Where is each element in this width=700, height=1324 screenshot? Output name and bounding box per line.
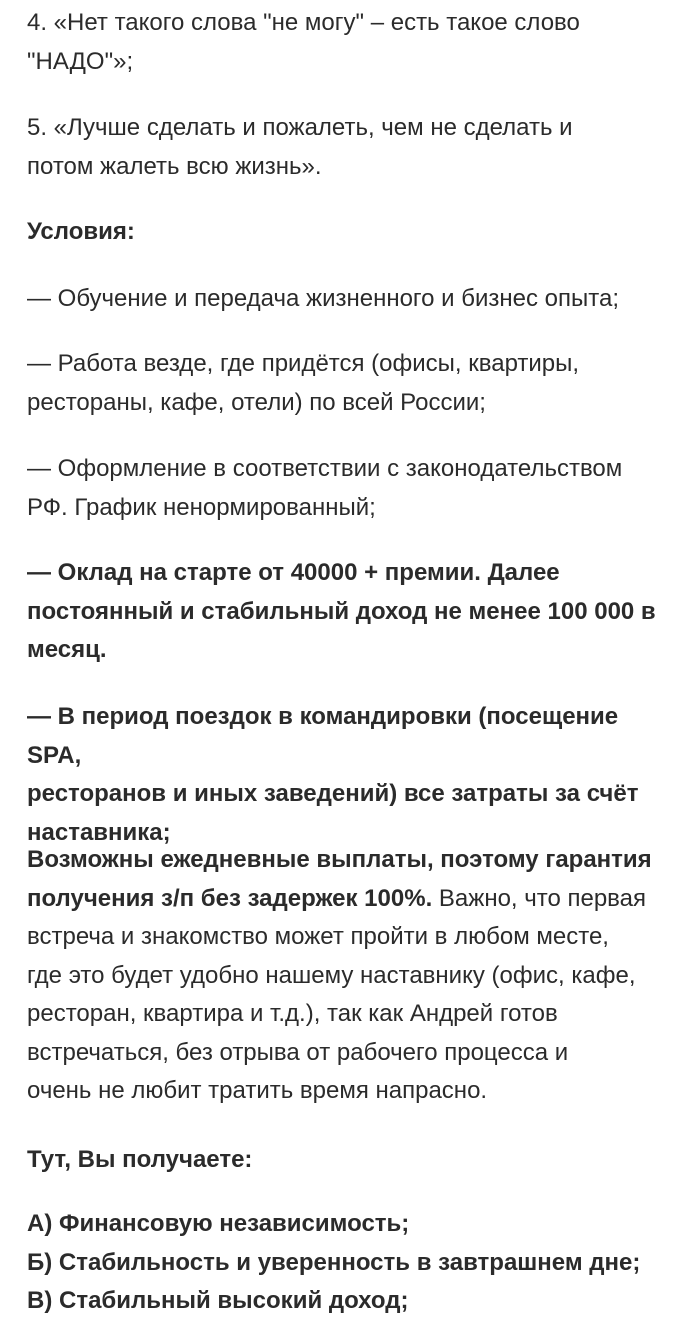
payments-guarantee-bold: Возможны ежедневные выплаты, поэтому гарантия получения з/п без задержек 100%. — [27, 846, 652, 912]
conditions-heading: Условия: — [27, 218, 135, 245]
condition-work-locations: — Работа везде, где придётся (офисы, квартиры, рестораны, кафе, отели) по всей России; — [27, 350, 580, 416]
list-item-4: 4. «Нет такого слова "не могу" – есть такое слово "НАДО"»; — [27, 9, 580, 75]
condition-salary: — Оклад на старте от 40000 + премии. Далее постоянный и стабильный доход не менее 100 000 в месяц. — [27, 559, 656, 663]
condition-training: — Обучение и передача жизненного и бизнес опыта; — [27, 285, 620, 312]
condition-employment: — Оформление в соответствии с законодательством РФ. График ненормированный; — [27, 455, 623, 521]
payments-paragraph — [27, 841, 652, 1111]
benefits-heading: Тут, Вы получаете: — [27, 1146, 253, 1173]
payments-details: Важно, что первая встреча и знакомство может пройти в любом месте, где это будет удобно нашему наставнику (офис, кафе, ресторан, квартира и т.д.), так как Андрей готов встречаться, без отрыва от рабочего процесса и очень не любит тратить время напрасно. — [27, 884, 647, 1104]
condition-business-trips: — В период поездок в командировки (посещение SPA, ресторанов и иных заведений) все затраты за счёт наставника; — [27, 703, 639, 846]
list-item-5: 5. «Лучше сделать и пожалеть, чем не сделать и потом жалеть всю жизнь». — [27, 114, 573, 180]
benefits-list: А) Финансовую независимость; Б) Стабильность и уверенность в завтрашнем дне; В) Стабильный высокий доход; — [27, 1210, 641, 1314]
